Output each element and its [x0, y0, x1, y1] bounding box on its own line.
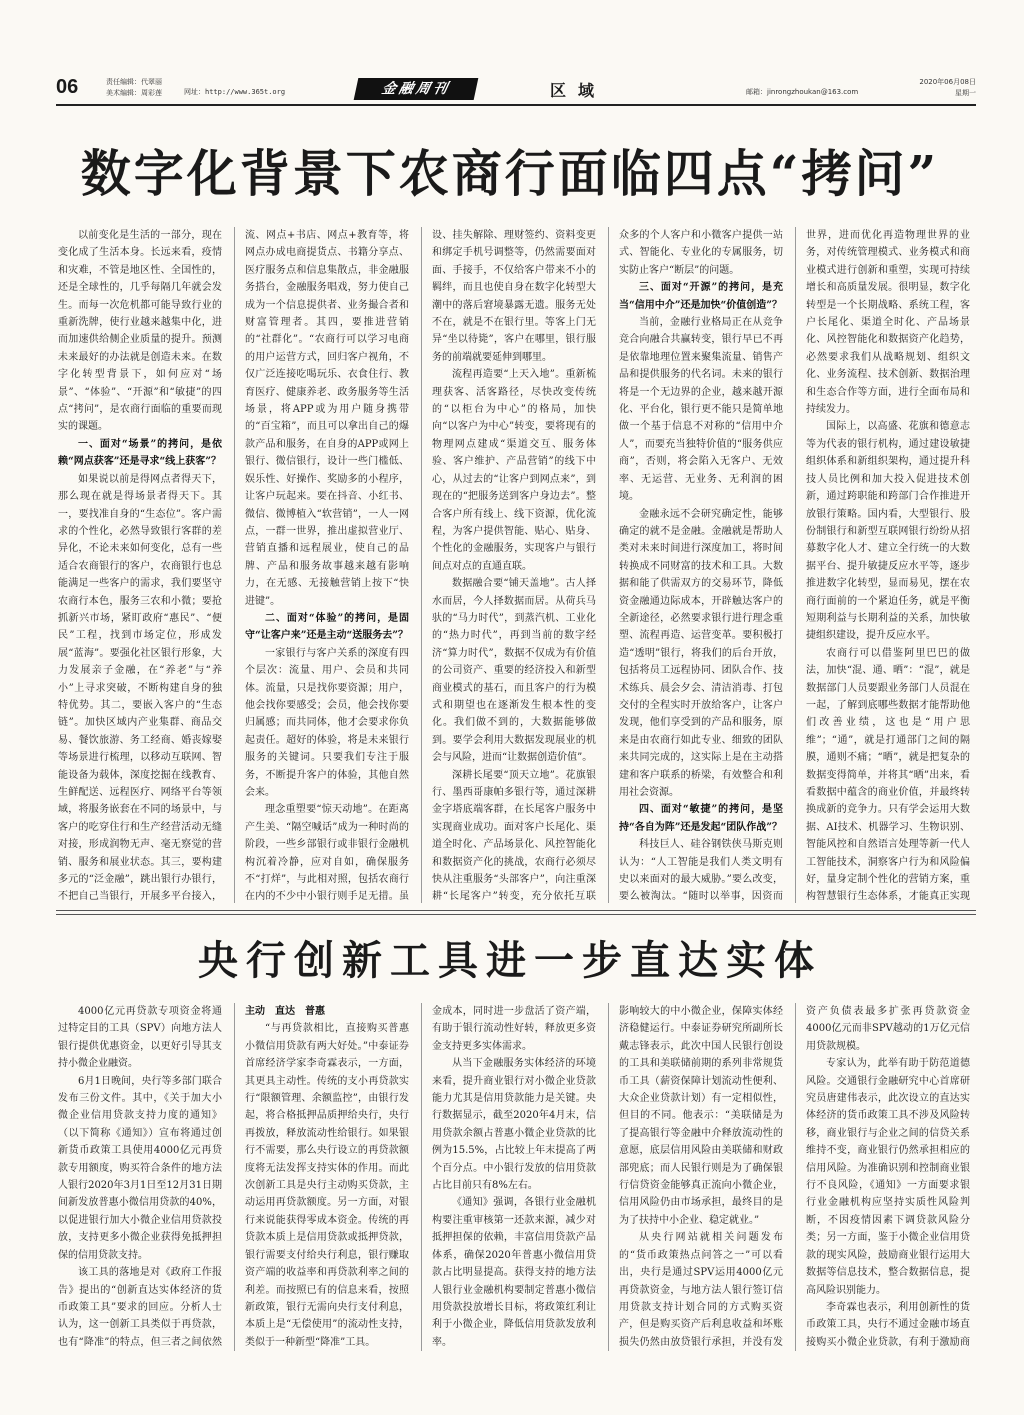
paragraph: 深耕长尾要“顶天立地”。花旗银行、墨西哥康帕多银行等，通过深耕金字塔底端客群，在长尾客户服务中实现商业成功。面对客户长尾化、渠道全时化、产品场景化、风控智能化和数据资产化的挑战，农商行必须尽快从注重服务“头部客户”，向注重深耕“长尾客户”转变，充分依托互联 — [432, 769, 596, 903]
paragraph: 以前变化是生活的一部分，现在变化成了生活本身。长远来看，疫情和灾难，不管是地区性、全国性的，还是全球性的，几乎每隔几年就会发生。而每一次危机都可能导致行业的重新洗牌，使行业越来越集中化，进而加速供给侧企业质量的提升。预测未来最好的办法就是创造未来。在数字化转型背景下，如何应对“场景”、“体验”、“开源”和“敏捷”的四点“拷问”，是农商行面临的重要而现实的课题。 — [58, 230, 222, 433]
article1-column-5 — [806, 227, 970, 903]
column-divider — [608, 227, 609, 903]
paragraph: 从当下金融服务实体经济的环境来看，提升商业银行对小微企业贷款能力尤其是信用贷款能力是关键。央行数据显示，截至2020年4月末，信用贷款余额占普惠小微企业贷款的比例为15.5%，占比较上年末提高了两个百分点。中小银行发放的信用贷款占比目前只有8%左右。 — [432, 1058, 596, 1192]
paragraph: 如果说以前是得网点者得天下，那么现在就是得场景者得天下。其一，要找准自身的“生态位”。客户需求的个性化，必然导致银行客群的差异化，不论未来如何变化，总有一些适合农商银行的客户，农商银行也总能满足一些客户的需求，我们要坚守农商行本色，服务三农和小微；要抢抓新兴市场，紧盯政府“惠民”、“便民”工程，找到市场定位，形成发展“蓝海”。要强化社区银行形象，大力发展亲子金融，在“养老”与“养小”上寻求突破，不断构建自身的独特优势。其二，要嵌入客户的“生态链”。加快区域内产业集群、商品交易、餐饮旅游、务工经商、婚丧嫁娶等场景进行梳理，以移动互联网、智能设备为载体，深度挖掘在线教育、生鲜配送、远程医疗、网络平台等领域，将服务嵌套在不同的场景中，与客户的吃穿住行和生产经营活动无缝对接，形成润物无声、毫无察觉的营销、服务和展业状态。其三，要构建多元的“泛金融”，跳出银行办银行，不把自己当银行，开展多平台接入， — [58, 473, 222, 903]
editor-credits — [106, 77, 162, 99]
column-divider — [795, 1003, 796, 1351]
email: 邮箱：jinrongzhoukan@163.com — [746, 88, 859, 96]
paragraph: 李奇霖也表示，利用创新性的货币政策工具，央行不通过金融市场直接购买小微企业贷款，有利于激励商 — [806, 1301, 970, 1348]
article-separator — [56, 914, 976, 915]
paragraph: 流、网点+书店、网点+教育等，将网点办成电商提货点、书籍分享点、医疗服务点和信息集散点，非金融服务搭台，金融服务唱戏，努力使自己成为一个信息提供者、业务撮合者和财富管理者。其四，要推进营销的“社群化”。“农商行可以学习电商的用户运营方式，回归客户视角，不仅广泛连接吃喝玩乐、衣食住行、教育医疗、健康养老、政务服务等生活场景，将APP或为用户随身携带的“百宝箱”，而且可以拿出自己的爆款产品和服务，在自身的APP或网上银行、微信银行，设计一些门槛低、娱乐性、好操作、奖励多的小程序，让客户玩起来。要在抖音、小红书、微信、微博植入“软营销”，一人一网点，一群一世界，推出虚拟营业厅、营销直播和远程展业，使自己的品牌、产品和服务故事越来越有影响力，在无感、无接触营销上按下“快进键”。 — [245, 230, 409, 607]
brand-logo: 金融周刊 — [354, 78, 479, 100]
column-divider — [234, 227, 235, 903]
header-rule — [56, 104, 976, 106]
paragraph: 6月1日晚间，央行等多部门联合发布三份文件。其中，《关于加大小微企业信用贷款支持力度的通知》（以下简称《通知》）宣布将通过创新货币政策工具使用4000亿元再贷款专用额度，购买符合条件的地方法人银行2020年3月1日至12月31日期间新发放普惠小微信用贷款的40%，以促进银行加大小微企业信用贷款投放，支持更多小微企业获得免抵押担保的信用贷款支持。 — [58, 1075, 222, 1261]
section-heading: 主动 直达 普惠 — [245, 1006, 325, 1017]
paragraph: “与再贷款相比，直接购买普惠小微信用贷款有两大好处。”中泰证券首席经济学家李奇霖表示，一方面，其更具主动性。传统的支小再贷款实行“限额管理、余额监控”，由银行发起，将合格抵押品质押给央行，央行再拨放，释放流动性给银行。如果银行不需要，那么央行设立的再贷款额度将无法发挥支持实体的作用。而此次创新工具是央行主动购买贷款，主动运用再贷款额度。另一方面，对银行来说能获得零成本资金。传统的再贷款本质上是信用贷款或抵押贷款，银行需要支付给央行利息，银行赚取资产端的收益率和再贷款利率之间的利差。而按照已有的信息来看，按照新政策，银行无需向央行支付利息，本质上是“无偿使用”的流动性支持，类似于一种新型“降准”工具。 — [245, 1023, 409, 1348]
paragraph: 当前，金融行业格局正在从竞争竞合向融合共赢转变，银行早已不再是依靠地理位置来聚集流量、销售产品和提供服务的代名词。未来的银行将是一个无边界的企业，越来越开源化、平台化，银行更不能只是简单地做一个基于信息不对称的“信用中介人”，而要充当独特价值的“服务供应商”，否则，将会陷入无客户、无效率、无运营、无业务、无利润的困境。 — [619, 317, 783, 503]
column-divider — [608, 1003, 609, 1351]
section-heading: 三、面对“开源”的拷问，是充当“信用中介”还是加快“价值创造”？ — [619, 282, 783, 311]
issue-date — [919, 77, 976, 99]
section-name: 区域 — [550, 81, 607, 100]
column-divider — [421, 1003, 422, 1351]
paragraph: 理念重塑要“惊天动地”。在距离产生美、“隔空喊话”成为一种时尚的阶段，一些乡部银行或非银行金融机构沉着冷静，应对自如，确保服务不“打烊”，与此相对照，包括农商行在内的不少中小银行则手足无措。虽 — [245, 804, 409, 903]
paragraph: 从央行网站就相关问题发布的“货币政策热点问答之一”可以看出，央行是通过SPV运用4000亿元再贷款资金，与地方法人银行签订信用贷款支持计划合同的方式购买资产，但是购买资产后利息收益和坏账损失仍然由放贷银行承担，并没有发 — [619, 1232, 783, 1348]
article1-column-2 — [245, 227, 409, 903]
paragraph: 世界，进而优化再造物理世界的业务，对传统管理模式、业务模式和商业模式进行创新和重塑，实现可持续增长和高质量发展。很明显，数字化转型是一个长期战略、系统工程，客户长尾化、渠道全时化、产品场景化、风控智能化和数据资产化趋势，必然要求我们从战略规划、组织文化、业务流程、技术创新、数据治理和生态合作等方面，进行全面布局和持续发力。 — [806, 230, 970, 416]
paragraph: 农商行可以借鉴阿里巴巴的做法，加快“混、通、晒”：“混”，就是数据部门人员要跟业务部门人员混在一起，了解到底哪些数据才能帮助他们改善业绩，这也是“用户思维”；“通”，就是打通部门之间的隔膜，通则不痛；“晒”，就是把复杂的数据变得简单，并将其“晒”出来，看看数据中蕴含的商业价值，并最终转换成新的竞争力。只有学会运用大数据、AI技术、机器学习、生物识别、智能风控和自然语言处理等新一代人工智能技术，洞察客户行为和风险偏好，量身定制个性化的营销方案，重构智慧银行生态体系，才能真正实现 — [806, 647, 970, 903]
section-heading: 二、面对“体验”的拷问，是固守“让客户来”还是主动“送服务去”？ — [245, 612, 409, 642]
column-divider — [795, 227, 796, 903]
article2-column-4 — [619, 1003, 783, 1351]
paragraph: 国际上，以高盛、花旗和德意志等为代表的银行机构，通过建设敏捷组织体系和新组织架构，通过提升科技人员比例和加大投入促进技术创新，通过跨职能和跨部门合作推进开放银行策略。国内看，大型银行、股份制银行和新型互联网银行纷纷从招募数字化人才、建立全行统一的大数据平台、提升敏捷反应水平等，逐步推进数字化转型，显而易见，摆在农商行面前的一个紧迫任务，就是平衡短期利益与长期利益的关系，加快敏捷组织建设，提升反应水平。 — [806, 421, 970, 642]
website: 网址：http://www.365t.org — [184, 88, 286, 96]
paragraph: 资产负债表最多扩张再贷款资金4000亿元而非SPV越动的1万亿元信用贷款规模。 — [806, 1006, 970, 1052]
page-number: 06 — [56, 76, 79, 98]
column-divider — [234, 1003, 235, 1351]
paragraph: 流程再造要“上天入地”。重新梳理获客、活客路径，尽快改变传统的“以柜台为中心”的格局，加快向“以客户为中心”转变，要将现有的物理网点建成“渠道交互、服务体验、客户维护、产品营销”的线下中心，从过去的“让客户到网点来”，到现在的“把服务送到客户身边去”。整合客户所有线上、线下资源，优化流程，为客户提供智能、贴心、贴身、个性化的金融服务，实现客户与银行间点对点的直通直联。 — [432, 369, 596, 572]
paragraph: 数据融合要“铺天盖地”。古人择水而居，今人择数据而居。从荷兵马驮的“马力时代”，到蒸汽机、工业化的“热力时代”，再到当前的数字经济“算力时代”，数据不仅成为有价值的公司资产、重要的经济投入和新型商业模式的基石，而且客户的行为模式和期望也在逐渐发生根本性的变化。我们做不到的，大数据能够做到。要学会利用大数据发现展业的机会与风险，进而“让数据创造价值”。 — [432, 578, 596, 764]
article2-title: 央行创新工具进一步直达实体 — [198, 938, 822, 984]
paragraph: 影响较大的中小微企业，保障实体经济稳健运行。中泰证券研究所副所长戴志锋表示，此次中国人民银行创设的工具和美联储前期的系列非常规货币工具（薪资保障计划流动性便利、大众企业贷款计划）有一定相似性，但目的不同。他表示：“美联储是为了提高银行等金融中介释放流动性的意愿，底层信用风险由美联储和财政部兜底；而人民银行则是为了确保银行信贷资金能够真正流向小微企业，信用风险仍由市场承担，最终目的是为了扶持中小企业、稳定就业。” — [619, 1006, 783, 1226]
art-editor: 美术编辑：周彩莲 — [106, 89, 162, 97]
paragraph: 一家银行与客户关系的深度有四个层次：流量、用户、会员和共同体。流量，只是找你要资源；用户，他会找你要感受；会员，他会找你要归属感；而共同体，他才会要求你负起责任。超好的体验，将是未来银行服务的关键词。只要我们专注于服务，不断提升客户的体验，其他自然会来。 — [245, 647, 409, 798]
page-header — [56, 76, 976, 106]
editor: 责任编辑：代翠丽 — [106, 78, 162, 86]
paragraph: 《通知》强调，各银行业金融机构要注重审核第一还款来源，减少对抵押担保的依赖，丰富信用贷款产品体系，确保2020年普惠小微信用贷款占比明显提高。获得支持的地方法人银行业金融机构要制定普惠小微信用贷款投放增长目标，将政策红利让利于小微企业，降低信用贷款发放利率。 — [432, 1197, 596, 1348]
article1-column-4 — [619, 227, 783, 903]
section-heading: 一、面对“场景”的拷问，是依赖“网点获客”还是寻求“线上获客”？ — [58, 438, 222, 468]
paragraph: 金成本，同时进一步盘活了资产端，有助于银行流动性好转，释放更多资金支持更多实体需求。 — [432, 1006, 596, 1052]
article1-column-3 — [432, 227, 596, 903]
weekday: 星期一 — [955, 89, 976, 97]
paragraph: 专家认为，此举有助于防范道德风险。交通银行金融研究中心首席研究员唐建伟表示，此次设立的直达实体经济的货币政策工具不涉及风险转移，商业银行与企业之间的信贷关系维持不变，商业银行仍然承担相应的信用风险。为准确识别和控制商业银行不良风险，《通知》一方面要求银行业金融机构应坚持实质性风险判断，不因疫情因素下调贷款风险分类；另一方面，鉴于小微企业信用贷款的现实风险，鼓励商业银行运用大数据等信息技术，整合数据信息，提高风险识别能力。 — [806, 1058, 970, 1296]
article2-column-2 — [245, 1003, 409, 1351]
paragraph: 金融永远不会研究确定性，能够确定的就不是金融。金融就是帮助人类对未来时间进行深度加工，将时间转换成不同财富的技术和工具。大数据和能了供需双方的交易环节，降低资金融通边际成本，开辟触达客户的全新途径，必然要求银行进行理念重塑、流程再造、运营变革。要积极打造“透明”银行，将我们的后台开放，包括将员工远程协同、团队合作、技术练兵、晨会夕会、清洁消毒、打包交付的全程实时开放给客户，让客户发现，他们享受到的产品和服务，原来是由农商行如此专业、细致的团队来共同完成的，这实际上是在主动搭建和客户联系的桥梁，有效整合和利用社会资源。 — [619, 508, 783, 798]
paragraph: 科技巨人、硅谷钢铁侠马斯克则认为：“人工智能是我们人类文明有史以来面对的最大威胁。”要么改变，要么被淘汰。“随时以举事，因资而 — [619, 839, 783, 903]
article2-column-1 — [58, 1003, 222, 1351]
paragraph: 众多的个人客户和小微客户提供一站式、智能化、专业化的专属服务，切实防止客户“断层”的问题。 — [619, 230, 783, 276]
article1-title: 数字化背景下农商行面临四点“拷问” — [80, 144, 940, 203]
paragraph: 设、挂失解除、理财签约、资料变更和绑定手机号调整等，仍然需要面对面、手接手，不仅给客户带来不小的羁绊，而且也使自身在数字化转型大潮中的落后窘境暴露无遗。服务无处不在，就是不在银行里。等客上门无异“坐以待毙”，客户在哪里，银行服务的前端就要延伸到哪里。 — [432, 230, 596, 363]
article2-column-5 — [806, 1003, 970, 1351]
paragraph: 4000亿元再贷款专项资金将通过特定目的工具（SPV）向地方法人银行提供优惠资金，以更好引导其支持小微企业融资。 — [58, 1006, 222, 1070]
column-divider — [421, 227, 422, 903]
article-separator — [56, 910, 976, 911]
paragraph: 该工具的落地是对《政府工作报告》提出的“创新直达实体经济的货币政策工具”要求的回应。分析人士认为，这一创新工具类似于再贷款，也有“降准”的特点，但三者之间依然 — [58, 1267, 222, 1348]
article2-column-3 — [432, 1003, 596, 1351]
section-heading: 四、面对“敏捷”的拷问，是坚持“各自为阵”还是发起“团队作战”？ — [619, 804, 783, 833]
article1-column-1 — [58, 227, 222, 903]
date: 2020年06月08日 — [919, 78, 976, 86]
